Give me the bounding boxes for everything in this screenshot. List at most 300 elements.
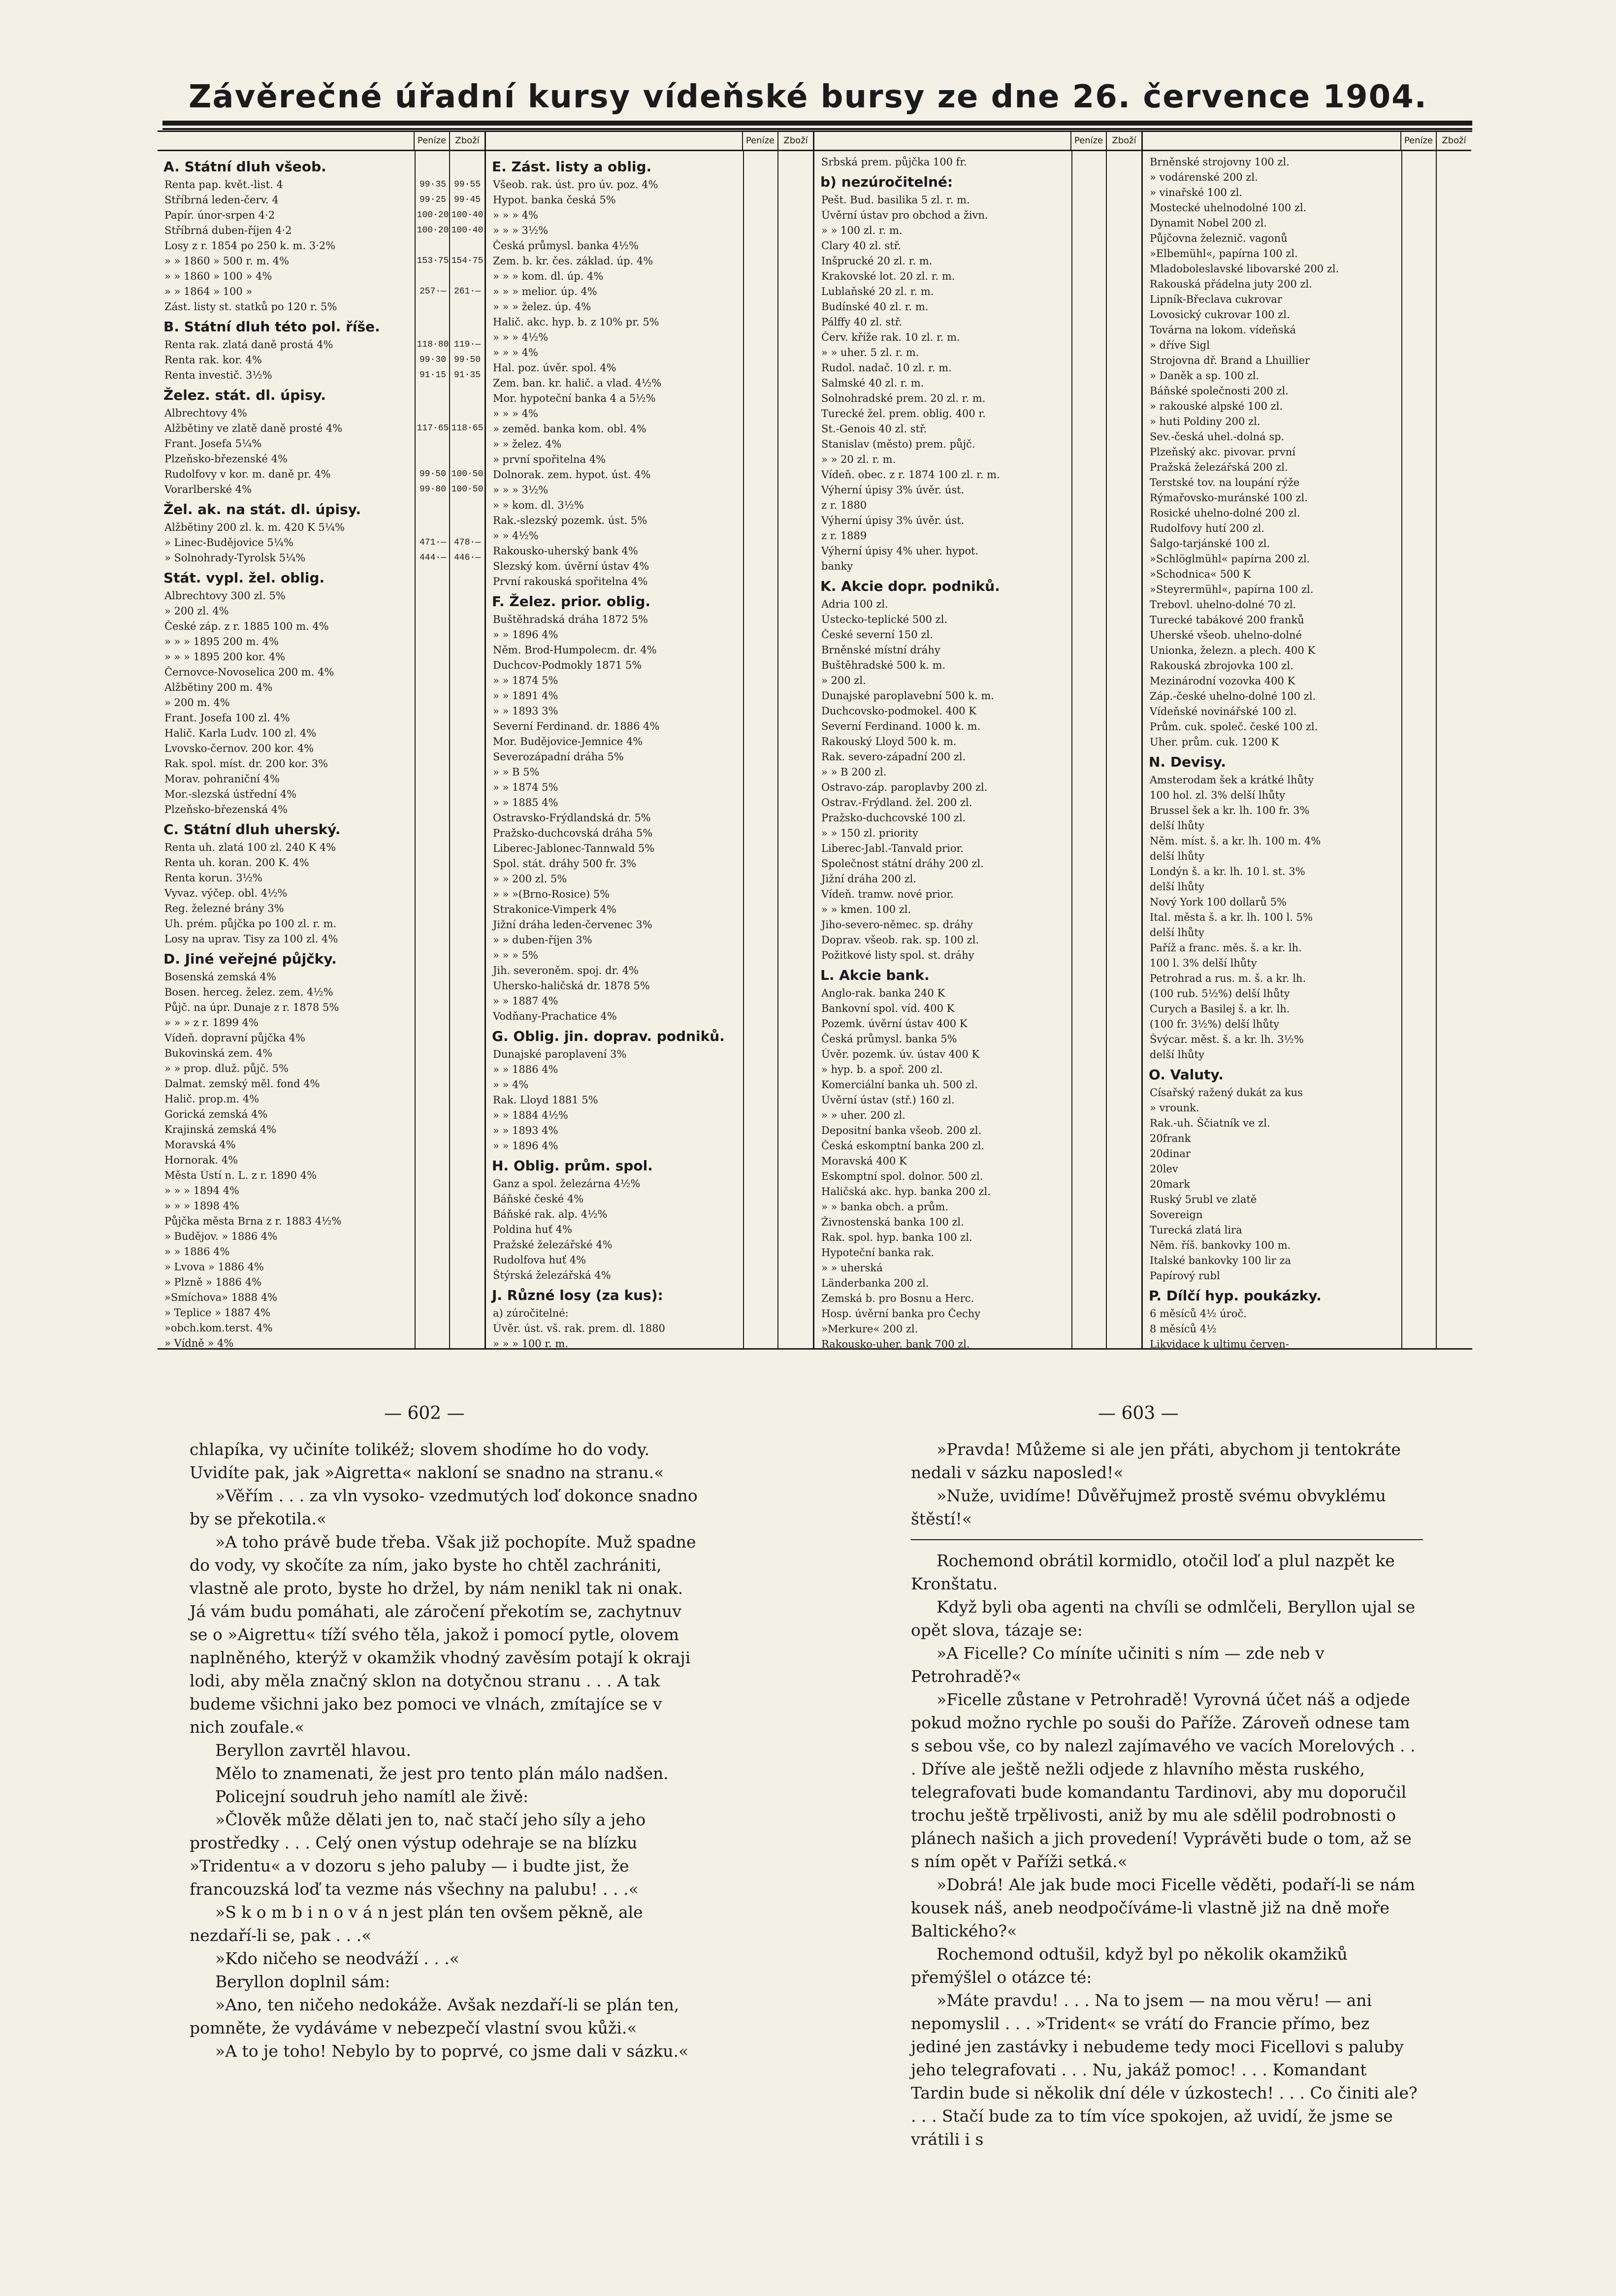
quote-row — [158, 1290, 485, 1305]
quote-row — [814, 856, 1141, 871]
quote-row — [1143, 261, 1471, 276]
quote-label: » » » 1894 4% — [164, 1184, 240, 1197]
title-rule-thin — [162, 128, 1472, 130]
quote-row — [1143, 1207, 1471, 1222]
quote-label: Mor. Budějovice-Jemnice 4% — [493, 735, 643, 747]
quote-row — [486, 543, 813, 558]
quote-label: Eskomptní spol. dolnor. 500 zl. — [821, 1170, 983, 1182]
quote-row — [486, 810, 813, 825]
quote-label: Zem. b. kr. čes. základ. úp. 4% — [493, 255, 653, 267]
quote-label: 100 l. 3% delší lhůty — [1150, 957, 1257, 969]
quote-row — [486, 1123, 813, 1138]
quote-row — [1143, 1001, 1471, 1016]
quote-row — [486, 497, 813, 513]
quote-label: Krajinská zemská 4% — [164, 1123, 277, 1135]
quote-label: Pražsko-duchcovská dráha 5% — [493, 827, 653, 839]
quote-row — [158, 405, 485, 420]
quote-row — [486, 917, 813, 932]
quote-row — [814, 223, 1141, 238]
quote-label: Sev.-česká uhel.-dolná sp. — [1150, 430, 1285, 443]
quote-label: Bankovní spol. víd. 400 K — [821, 1002, 955, 1014]
quote-row — [814, 558, 1141, 574]
bourse-column-1 — [158, 132, 486, 1348]
quote-label: Bukovinská zem. 4% — [164, 1047, 273, 1059]
quote-label: Výherní úpisy 3% úvěr. úst. — [821, 484, 965, 496]
quote-label: » » » želez. úp. 4% — [493, 300, 591, 313]
quote-row — [814, 154, 1141, 169]
quote-row — [486, 795, 813, 810]
quote-row — [814, 1092, 1141, 1107]
quote-goods: 99·45 — [453, 194, 481, 205]
quote-label: Reg. železné brány 3% — [164, 902, 284, 914]
quote-row — [158, 984, 485, 1000]
quote-label: Lovosický cukrovar 100 zl. — [1150, 308, 1290, 321]
quote-row — [1143, 643, 1471, 658]
quote-row — [486, 253, 813, 268]
quote-label: » Linec-Budějovice 5¼% — [164, 536, 294, 549]
quote-label: » Vídně » 4% — [164, 1337, 234, 1348]
quote-label: Zást. listy st. statků po 120 r. 5% — [164, 300, 337, 313]
quote-row — [1143, 169, 1471, 185]
quote-goods: 100·50 — [451, 484, 484, 494]
quote-row — [814, 1184, 1141, 1199]
quote-row — [486, 856, 813, 871]
quote-label: České severní 150 zl. — [821, 628, 933, 641]
story-column-right — [911, 1438, 1423, 2151]
quote-row — [158, 855, 485, 870]
quote-label: Plzeňsko-březenská 4% — [164, 803, 288, 815]
quote-label: Šalgo-tarjánské 100 zl. — [1150, 537, 1270, 550]
quote-row — [486, 1062, 813, 1077]
header-money: Peníze — [1400, 132, 1436, 150]
quote-row — [1143, 1016, 1471, 1032]
quote-label: Něm. říš. bankovky 100 m. — [1150, 1239, 1291, 1251]
quote-row — [158, 367, 485, 383]
quote-row — [814, 436, 1141, 452]
quote-label: Alžbětiny 200 zl. k. m. 420 K 5¼% — [164, 521, 345, 533]
quote-row — [158, 1213, 485, 1229]
quote-label: Dalmat. zemský měl. fond 4% — [164, 1077, 320, 1090]
quote-row — [158, 177, 485, 192]
quote-label: Liberec-Jablonec-Tannwald 5% — [493, 842, 655, 854]
quote-label: 20frank — [1150, 1132, 1191, 1144]
quote-row — [1143, 1032, 1471, 1047]
quote-label: Krakovské lot. 20 zl. r. m. — [821, 270, 955, 282]
quote-label: Jižní dráha leden-červenec 3% — [493, 918, 652, 931]
quote-row — [1143, 1192, 1471, 1207]
story-paragraph: »Pravda! Můžeme si ale jen přáti, abychom ji tentokráte nedali v sázku naposled!« — [911, 1440, 1401, 1482]
quote-row — [486, 238, 813, 253]
quote-row — [814, 688, 1141, 703]
quote-row — [814, 985, 1141, 1001]
quote-label: » huti Poldiny 200 zl. — [1150, 415, 1260, 427]
quote-row — [814, 452, 1141, 467]
quote-label: Rak.-uh. Ščiatník ve zl. — [1150, 1117, 1270, 1129]
story-paragraph: »Věřím . . . za vln vysoko- vzedmutých loď dokonce snadno by se překotila.« — [190, 1486, 698, 1528]
quote-row — [1143, 688, 1471, 704]
quote-row — [158, 1152, 485, 1167]
quote-label: »Schodnica« 500 K — [1150, 568, 1251, 580]
quote-label: Inšprucké 20 zl. r. m. — [821, 255, 933, 267]
quote-label: Vyvaz. výčep. obl. 4½% — [164, 887, 288, 899]
quote-label: » » » 3½% — [493, 484, 549, 496]
quote-label: Hosp. úvěrní banka pro Čechy — [821, 1307, 981, 1320]
quote-label: Ústecko-teplické 500 zl. — [821, 613, 948, 625]
quote-label: » » kom. dl. 3½% — [493, 499, 584, 511]
quote-label: » » B 5% — [493, 766, 540, 778]
quote-label: Uh. prém. půjčka po 100 zl. r. m. — [164, 917, 337, 930]
quote-row — [486, 528, 813, 543]
quote-row — [486, 825, 813, 841]
quote-label: delší lhůty — [1150, 880, 1204, 893]
header-money: Peníze — [414, 132, 449, 150]
quote-label: Česká průmysl. banka 5% — [821, 1033, 957, 1045]
section-heading: D. Jiné veřejné půjčky. — [163, 951, 337, 967]
quote-label: » vinařské 100 zl. — [1150, 186, 1243, 198]
quote-row — [486, 1092, 813, 1107]
quote-label: Uher. prům. cuk. 1200 K — [1150, 736, 1279, 748]
quote-row — [1143, 1047, 1471, 1062]
quote-label: Paříž a franc. měs. š. a kr. lh. — [1150, 941, 1302, 954]
quote-row — [158, 840, 485, 855]
section-heading: P. Dílčí hyp. poukázky. — [1149, 1288, 1322, 1304]
quote-row — [814, 467, 1141, 482]
quote-label: Severní Ferdinand. 1000 k. m. — [821, 720, 981, 732]
quote-label: Prům. cuk. společ. české 100 zl. — [1150, 720, 1318, 733]
quote-label: delší lhůty — [1150, 1048, 1204, 1061]
quote-label: Stanislav (město) prem. půjč. — [821, 438, 975, 450]
quote-label: Rudolfovy v kor. m. daně pr. 4% — [164, 468, 331, 480]
quote-label: » » 1896 4% — [493, 628, 558, 641]
quote-row — [1143, 246, 1471, 261]
quote-label: » » 1887 4% — [493, 995, 558, 1007]
quote-row — [158, 1259, 485, 1274]
quote-label: » » 4% — [493, 1078, 529, 1091]
quote-label: » dříve Sigl — [1150, 339, 1210, 351]
page-number-right: — 603 — — [1098, 1403, 1179, 1423]
section-heading: N. Devisy. — [1149, 754, 1226, 770]
quote-row — [814, 841, 1141, 856]
quote-row — [1143, 444, 1471, 459]
quote-row — [158, 725, 485, 741]
story-paragraph: chlapíka, vy učiníte tolikéž; slovem shodíme ho do vody. Uvidíte pak, jak »Aigretta« nakloní se snadno na stranu.« — [190, 1440, 664, 1482]
quote-label: Unionka, železn. a plech. 400 K — [1150, 644, 1316, 656]
quote-row — [158, 901, 485, 916]
quote-label: » 200 zl. — [821, 674, 866, 686]
quote-row — [158, 741, 485, 756]
quote-row — [814, 207, 1141, 223]
quote-row — [158, 1015, 485, 1030]
quote-money: 99·50 — [419, 469, 446, 479]
quote-money: 99·80 — [419, 484, 446, 494]
quote-label: Ostrav.-Frýdland. žel. 200 zl. — [821, 796, 972, 808]
quote-row — [814, 1168, 1141, 1184]
quote-label: » » 150 zl. priority — [821, 827, 918, 839]
quote-row — [814, 718, 1141, 734]
quote-row — [814, 375, 1141, 390]
quote-label: » rakouské alpské 100 zl. — [1150, 400, 1283, 412]
quote-row — [1143, 414, 1471, 429]
section-separator — [911, 1539, 1423, 1540]
quote-label: Půjčovna železnič. vagonů — [1150, 232, 1288, 244]
quote-label: » » 1860 » 100 » 4% — [164, 270, 272, 282]
quote-row — [486, 749, 813, 764]
quote-row — [814, 1046, 1141, 1062]
quote-row — [486, 642, 813, 657]
quote-row — [814, 1138, 1141, 1153]
quote-row — [814, 1123, 1141, 1138]
quote-row — [1143, 940, 1471, 955]
section-heading: C. Státní dluh uherský. — [163, 821, 341, 838]
quote-row — [158, 710, 485, 725]
quote-label: Renta uh. zlatá 100 zl. 240 K 4% — [164, 841, 336, 853]
quote-label: » 200 zl. 4% — [164, 605, 229, 617]
quote-label: Terstské tov. na loupání rýže — [1150, 476, 1300, 488]
quote-label: Solnohradské prem. 20 zl. r. m. — [821, 392, 986, 404]
section-heading: B. Státní dluh této pol. říše. — [163, 319, 380, 335]
quote-row — [1143, 459, 1471, 475]
quote-row — [1143, 353, 1471, 368]
quote-row — [486, 207, 813, 223]
quote-label: »Merkure« 200 zl. — [821, 1323, 918, 1335]
quote-label: Clary 40 zl. stř. — [821, 239, 902, 252]
quote-row — [158, 771, 485, 786]
quote-row — [158, 802, 485, 817]
quote-row — [1143, 719, 1471, 734]
quote-row — [158, 1167, 485, 1183]
quote-label: Rak. severo-západní 200 zl. — [821, 750, 966, 763]
quote-row — [158, 1198, 485, 1213]
quote-row — [158, 1229, 485, 1244]
quote-goods: 99·50 — [453, 355, 481, 365]
quote-row — [158, 1106, 485, 1122]
quote-row — [814, 390, 1141, 406]
story-paragraph: »Máte pravdu! . . . Na to jsem — na mou věru! — ani nepomyslil . . . »Trident« se vrátí do Francie přímo, bez jediné jen zastávky i nebudeme tedy moci Ficellovi s paluby jeho telegrafovati . . . Nu, jakáž pomoc! . . . Komandant Tardin bude si několik dní déle v úzkostech! . . . Co činiti ale? . . . Stačí bude za to tím více spokojen, až uvidí, že jsme se vrátili i s — [911, 1991, 1418, 2149]
quote-row — [1143, 986, 1471, 1001]
quote-row — [486, 1138, 813, 1153]
quote-label: Gorická zemská 4% — [164, 1108, 268, 1120]
story-paragraph: »A toho právě bude třeba. Však již pochopíte. Muž spadne do vody, vy skočíte za ním, jako byste ho chtěl zachrániti, vlastně ale proto, byste ho držel, by nám nenikl tak ni onak. Já vám budu pomáhati, ale záročení překotím se, zachytnuv se o »Aigrettu« tíží svého těla, jakož i pomocí pytle, olovem naplněného, kterýž v okamžik vhodný zavěsím potají k okraji lodi, aby měla značný sklon na dotyčnou stranu . . . A tak budeme všichni jako bez pomoci ve vlnách, zmítajíce se v nich zoufale.« — [190, 1532, 696, 1737]
section-heading: H. Oblig. prům. spol. — [492, 1158, 653, 1174]
bourse-column-3 — [814, 132, 1143, 1348]
quote-label: » » 1864 » 100 » — [164, 285, 253, 297]
section-heading: F. Želez. prior. oblig. — [492, 593, 650, 610]
quote-label: Anglo-rak. banka 240 K — [821, 987, 945, 999]
quote-row — [814, 284, 1141, 299]
story-paragraph: Mělo to znamenati, že jest pro tento plán málo nadšen. — [215, 1764, 669, 1783]
quote-label: Rudol. nadač. 10 zl. r. m. — [821, 361, 952, 374]
quote-label: » » duben-říjen 3% — [493, 934, 592, 946]
quote-row — [1143, 337, 1471, 353]
quote-row — [158, 618, 485, 634]
quote-row — [486, 314, 813, 329]
quote-label: Ostravsko-Frýdlandská dr. 5% — [493, 811, 651, 824]
quote-row — [814, 192, 1141, 207]
quote-label: Frant. Josefa 5¼% — [164, 437, 262, 450]
quote-label: Stříbrná duben-říjen 4·2 — [164, 224, 292, 236]
quote-label: Londýn š. a kr. lh. 10 l. st. 3% — [1150, 865, 1305, 877]
quote-row — [1143, 1306, 1471, 1321]
quote-label: » » » z r. 1899 4% — [164, 1016, 259, 1029]
quote-row — [1143, 848, 1471, 864]
quote-row — [814, 329, 1141, 345]
quote-label: Petrohrad a rus. m. š. a kr. lh. — [1150, 972, 1306, 984]
quote-row — [486, 1305, 813, 1321]
quote-row — [486, 1321, 813, 1336]
title-rule — [162, 121, 1472, 126]
quote-row — [486, 612, 813, 627]
quote-row — [158, 1335, 485, 1348]
quote-label: Renta pap. květ.-list. 4 — [164, 178, 283, 191]
quote-row — [1143, 1268, 1471, 1283]
quote-label: » » 20 zl. r. m. — [821, 453, 896, 465]
quote-row — [486, 932, 813, 947]
quote-row — [814, 543, 1141, 558]
quote-label: Strojovna dř. Brand a Lhuillier — [1150, 354, 1310, 366]
quote-label: » » uher. 5 zl. r. m. — [821, 346, 919, 358]
quote-row — [486, 779, 813, 795]
quote-label: 20dinar — [1150, 1147, 1191, 1160]
quote-row — [814, 810, 1141, 825]
quote-money: 99·35 — [419, 179, 446, 190]
column-header — [1143, 132, 1471, 151]
quote-label: Výherní úpisy 4% uher. hypot. — [821, 545, 979, 557]
quote-row — [814, 314, 1141, 329]
quote-row — [486, 1008, 813, 1024]
quote-label: » 200 m. 4% — [164, 696, 230, 709]
quote-row — [158, 284, 485, 299]
quote-label: Vídeň. tramw. nové prior. — [821, 888, 954, 900]
quote-label: » » 1886 4% — [493, 1063, 558, 1075]
header-money: Peníze — [742, 132, 777, 150]
quote-row — [158, 1091, 485, 1106]
quote-row — [1143, 1176, 1471, 1192]
quote-row — [1143, 520, 1471, 536]
quote-label: Renta uh. koran. 200 K. 4% — [164, 856, 309, 869]
quote-row — [814, 825, 1141, 841]
quote-row — [1143, 383, 1471, 398]
quote-label: » vodárenské 200 zl. — [1150, 171, 1258, 183]
quote-label: » Solnohrady-Tyrolsk 5¼% — [164, 551, 306, 564]
quote-label: Spol. stát. dráhy 500 fr. 3% — [493, 857, 637, 870]
quote-row — [1143, 490, 1471, 505]
quote-row — [1143, 582, 1471, 597]
quote-label: Moravská 4% — [164, 1138, 236, 1151]
quote-label: Vorarlberské 4% — [164, 483, 252, 495]
quote-label: Úvěrní ústav pro obchod a živn. — [821, 209, 988, 221]
quote-row — [814, 1245, 1141, 1260]
quote-label: Rudolfova huť 4% — [493, 1254, 586, 1266]
quote-label: Mor. hypoteční banka 4 a 5½% — [493, 392, 656, 404]
quote-row — [486, 993, 813, 1008]
quote-row — [814, 749, 1141, 764]
quote-label: » » » melior. úp. 4% — [493, 285, 597, 297]
story-paragraph: »Ano, ten ničeho nedokáže. Avšak nezdaří-li se plán ten, pomněte, že vydáváme v nebezpečí vlastní svou kůži.« — [190, 1995, 679, 2037]
quote-label: » » prop. dluž. půjč. 5% — [164, 1062, 289, 1074]
quote-row — [158, 649, 485, 664]
quote-row — [158, 1137, 485, 1152]
quote-row — [814, 947, 1141, 963]
quote-label: » » » 100 r. m. — [493, 1337, 568, 1348]
quote-label: České záp. z r. 1885 100 m. 4% — [164, 620, 329, 632]
quote-row — [1143, 215, 1471, 230]
quote-label: Uhersko-haličská dr. 1878 5% — [493, 979, 650, 992]
quote-label: » » 200 zl. 5% — [493, 873, 567, 885]
quote-label: » Teplice » 1887 4% — [164, 1306, 271, 1319]
quote-row — [814, 513, 1141, 528]
quote-label: Jih. severoněm. spoj. dr. 4% — [493, 964, 639, 976]
quote-row — [814, 421, 1141, 436]
column-header — [814, 132, 1141, 151]
quote-row — [814, 268, 1141, 284]
quote-goods: 100·40 — [451, 225, 484, 235]
quote-row — [1143, 276, 1471, 291]
quote-label: Hornorak. 4% — [164, 1154, 238, 1166]
quote-row — [158, 337, 485, 352]
quote-label: delší lhůty — [1150, 926, 1204, 938]
header-goods: Zboží — [449, 132, 485, 150]
story-paragraph: Rochemond odtušil, když byl po několik okamžiků přemýšlel o otázce té: — [911, 1944, 1348, 1987]
quote-row — [158, 1000, 485, 1015]
quote-row — [158, 679, 485, 695]
quote-label: Půjč. na úpr. Dunaje z r. 1878 5% — [164, 1001, 339, 1013]
quote-label: Turecká zlatá lira — [1150, 1224, 1242, 1236]
quote-row — [814, 238, 1141, 253]
quote-row — [486, 299, 813, 314]
quote-row — [1143, 230, 1471, 246]
quote-row — [1143, 734, 1471, 749]
quote-label: Dynamit Nobel 200 zl. — [1150, 217, 1267, 229]
quote-row — [814, 1229, 1141, 1245]
quote-label: » » » 3½% — [493, 224, 549, 236]
quote-row — [1143, 864, 1471, 879]
story-paragraph: »A to je toho! Nebylo by to poprvé, co jsme dali v sázku.« — [215, 2041, 689, 2061]
quote-row — [486, 1107, 813, 1123]
quote-row — [1143, 185, 1471, 200]
page-title: Závěrečné úřadní kursy vídeňské bursy ze dne 26. července 1904. — [189, 79, 1427, 115]
quote-label: » » » 4% — [493, 346, 538, 358]
quote-money: 99·25 — [419, 194, 446, 205]
section-heading: J. Různé losy (za kus): — [492, 1287, 663, 1303]
quote-label: Pražská železářská 200 zl. — [1150, 461, 1288, 473]
quote-label: Rudolfovy hutí 200 zl. — [1150, 522, 1265, 534]
quote-row — [814, 1306, 1141, 1321]
quote-money: 99·30 — [419, 355, 446, 365]
quote-label: Amsterodam šek a krátké lhůty — [1150, 774, 1314, 786]
quote-money: 100·20 — [417, 225, 449, 235]
quote-money: 118·80 — [417, 339, 449, 350]
quote-label: » » uherská — [821, 1261, 883, 1274]
quote-row — [486, 177, 813, 192]
quote-row — [1143, 673, 1471, 688]
quote-label: » » uher. 200 zl. — [821, 1109, 905, 1121]
quote-label: Pálffy 40 zl. stř. — [821, 316, 903, 328]
quote-row — [158, 1244, 485, 1259]
section-heading: E. Zást. listy a oblig. — [492, 159, 652, 175]
quote-row — [1143, 658, 1471, 673]
quote-label: » » »(Brno-Rosice) 5% — [493, 888, 610, 900]
quote-row — [1143, 154, 1471, 169]
quote-row — [158, 420, 485, 436]
quote-label: banky — [821, 560, 853, 572]
quote-row — [158, 253, 485, 268]
story-paragraph: »Kdo ničeho se neodváží . . .« — [215, 1949, 459, 1968]
quote-label: 20lev — [1150, 1163, 1178, 1175]
quote-label: Dunajské paroplavební 500 k. m. — [821, 689, 994, 702]
quote-row — [158, 916, 485, 931]
quote-row — [1143, 1131, 1471, 1146]
quote-goods: 100·50 — [451, 469, 484, 479]
